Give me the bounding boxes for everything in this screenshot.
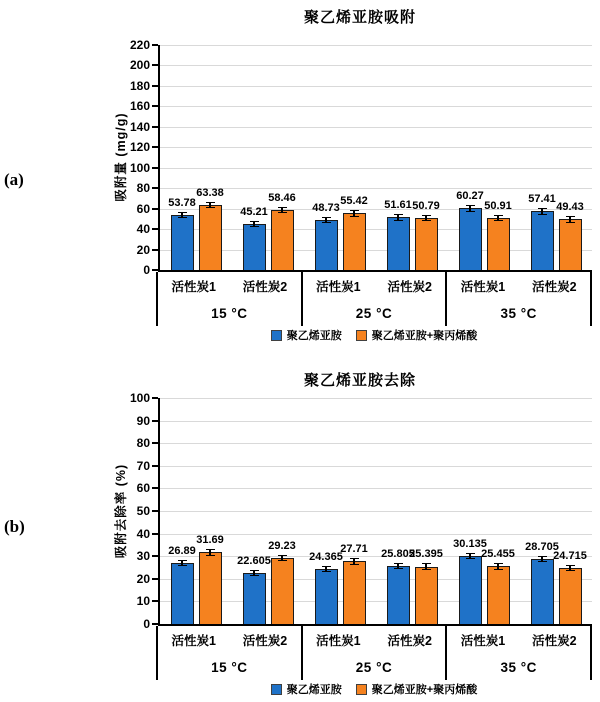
bar xyxy=(243,573,266,624)
x-axis-table xyxy=(156,272,592,326)
bar xyxy=(559,568,582,624)
error-bar xyxy=(422,215,431,222)
gridline xyxy=(160,229,592,230)
category-label: 活性炭2 xyxy=(387,280,432,294)
category-label: 活性炭2 xyxy=(242,634,288,648)
y-tick-label: 160 xyxy=(129,99,150,114)
bar-value-label: 24.715 xyxy=(553,549,587,562)
bar-value-label: 63.38 xyxy=(196,186,224,199)
bar xyxy=(315,220,338,270)
category-label: 活性炭2 xyxy=(242,280,288,294)
bar xyxy=(199,205,222,270)
plot-area xyxy=(158,45,592,272)
y-tick-label: 200 xyxy=(129,58,150,73)
gridline xyxy=(160,488,592,489)
error-bar xyxy=(322,566,331,572)
error-bar xyxy=(466,205,475,212)
legend xyxy=(158,328,590,342)
gridline xyxy=(160,398,592,399)
error-bar xyxy=(178,560,187,566)
bar xyxy=(531,559,554,624)
y-tick-mark xyxy=(152,249,158,251)
gridline xyxy=(160,250,592,251)
y-tick-label: 180 xyxy=(129,78,150,93)
gridline xyxy=(160,65,592,66)
category-row xyxy=(303,272,446,300)
y-tick-mark xyxy=(152,420,158,422)
error-bar xyxy=(494,215,503,222)
category-label: 活性炭1 xyxy=(171,280,216,294)
gridline xyxy=(160,421,592,422)
y-tick-mark xyxy=(152,465,158,467)
legend-item xyxy=(356,327,477,343)
group-label: 25 °C xyxy=(355,305,393,321)
y-tick-mark xyxy=(152,85,158,87)
bar xyxy=(343,561,366,624)
error-bar xyxy=(350,210,359,217)
legend-swatch-icon xyxy=(356,684,367,695)
group-label: 35 °C xyxy=(500,659,537,675)
y-tick-mark xyxy=(152,555,158,557)
y-tick-label: 60 xyxy=(136,481,150,496)
x-axis-group xyxy=(158,272,303,326)
bar-value-label: 45.21 xyxy=(240,205,268,218)
category-label: 活性炭1 xyxy=(460,280,506,294)
y-tick-mark xyxy=(152,228,158,230)
error-bar xyxy=(394,563,403,569)
error-bar xyxy=(322,217,331,224)
bar xyxy=(387,566,410,624)
x-axis-group xyxy=(158,626,303,680)
category-row xyxy=(303,626,446,654)
bar xyxy=(171,563,194,624)
gridline xyxy=(160,601,592,602)
y-tick-mark xyxy=(152,146,158,148)
y-tick-mark xyxy=(152,397,158,399)
y-tick-mark xyxy=(152,442,158,444)
category-label: 活性炭1 xyxy=(316,280,361,294)
y-tick-label: 80 xyxy=(136,181,150,196)
bar xyxy=(415,218,438,270)
bar-value-label: 49.43 xyxy=(556,201,584,214)
gridline xyxy=(160,556,592,557)
error-bar xyxy=(350,558,359,564)
bar-value-label: 26.89 xyxy=(168,545,196,558)
bar-value-label: 25.805 xyxy=(381,547,415,560)
bar-value-label: 25.395 xyxy=(409,548,443,561)
y-tick-label: 10 xyxy=(136,594,150,609)
y-tick-label: 50 xyxy=(136,504,150,518)
y-tick-label: 220 xyxy=(129,38,150,52)
y-tick-mark xyxy=(152,269,158,271)
y-tick-mark xyxy=(152,533,158,535)
bar xyxy=(171,215,194,270)
gridline xyxy=(160,579,592,580)
error-bar xyxy=(422,563,431,569)
category-label: 活性炭2 xyxy=(532,634,577,648)
panel-b xyxy=(0,351,600,702)
category-label: 活性炭2 xyxy=(387,634,432,648)
bar-value-label: 55.42 xyxy=(340,195,368,208)
error-bar xyxy=(250,221,259,228)
group-label: 35 °C xyxy=(500,305,537,321)
legend-item xyxy=(271,327,342,343)
category-label: 活性炭2 xyxy=(532,280,577,294)
gridline xyxy=(160,209,592,210)
bar-value-label: 25.455 xyxy=(481,548,515,561)
error-bar xyxy=(566,565,575,571)
bar-value-label: 30.135 xyxy=(453,537,487,550)
bar-value-label: 27.71 xyxy=(340,543,368,556)
y-tick-label: 80 xyxy=(136,436,150,451)
error-bar xyxy=(278,555,287,561)
y-tick-mark xyxy=(152,578,158,580)
y-tick-mark xyxy=(152,623,158,625)
gridline xyxy=(160,188,592,189)
y-tick-mark xyxy=(152,510,158,512)
error-bar xyxy=(494,563,503,569)
y-tick-label: 20 xyxy=(136,242,150,257)
legend-label: 聚乙烯亚胺 xyxy=(286,330,342,342)
error-bar xyxy=(394,214,403,221)
y-tick-label: 60 xyxy=(136,201,150,216)
gridline xyxy=(160,511,592,512)
bar-value-label: 57.41 xyxy=(528,193,556,206)
category-label: 活性炭1 xyxy=(460,634,506,648)
panel-label: (a) xyxy=(4,170,24,189)
chart-title: 聚乙烯亚胺吸附 xyxy=(303,9,416,26)
bar xyxy=(387,217,410,270)
bar xyxy=(199,552,222,624)
y-axis-ticks xyxy=(106,38,150,277)
y-tick-label: 20 xyxy=(136,571,150,586)
gridline xyxy=(160,147,592,148)
y-tick-mark xyxy=(152,105,158,107)
y-tick-label: 70 xyxy=(136,458,150,473)
bar-value-label: 50.79 xyxy=(412,199,440,212)
y-tick-label: 140 xyxy=(129,119,150,134)
legend-swatch-icon xyxy=(271,330,282,341)
y-tick-mark xyxy=(152,167,158,169)
bar xyxy=(459,208,482,270)
error-bar xyxy=(250,570,259,576)
bar-value-label: 22.605 xyxy=(237,554,271,567)
x-axis-group xyxy=(447,272,592,326)
bar-value-label: 29.23 xyxy=(268,539,296,552)
bar xyxy=(315,569,338,624)
y-tick-label: 90 xyxy=(136,413,150,428)
group-label: 25 °C xyxy=(355,659,393,675)
category-label: 活性炭1 xyxy=(316,634,361,648)
x-axis-group xyxy=(447,626,592,680)
error-bar xyxy=(466,553,475,559)
bar xyxy=(415,567,438,624)
y-tick-label: 40 xyxy=(136,222,150,237)
error-bar xyxy=(206,549,215,555)
y-tick-mark xyxy=(152,487,158,489)
x-axis-group xyxy=(303,272,448,326)
bar xyxy=(243,224,266,270)
gridline xyxy=(160,534,592,535)
legend-item xyxy=(356,681,477,697)
chart-title: 聚乙烯亚胺去除 xyxy=(303,372,416,389)
legend xyxy=(158,682,590,696)
bar xyxy=(271,210,294,270)
y-tick-label: 30 xyxy=(136,549,150,564)
gridline xyxy=(160,466,592,467)
category-row xyxy=(158,626,301,654)
bar-value-label: 58.46 xyxy=(268,191,296,204)
legend-item xyxy=(271,681,342,697)
category-label: 活性炭1 xyxy=(171,634,216,648)
gridline xyxy=(160,86,592,87)
bar xyxy=(487,218,510,270)
error-bar xyxy=(278,207,287,214)
error-bar xyxy=(178,212,187,219)
gridline xyxy=(160,106,592,107)
y-axis-ticks xyxy=(106,391,150,631)
plot-area xyxy=(158,398,592,626)
y-tick-label: 40 xyxy=(136,526,150,541)
error-bar xyxy=(538,556,547,562)
error-bar xyxy=(538,208,547,215)
bar-value-label: 48.73 xyxy=(312,201,340,214)
bar xyxy=(559,219,582,270)
bar-value-label: 31.69 xyxy=(196,534,224,547)
legend-swatch-icon xyxy=(356,330,367,341)
y-tick-label: 0 xyxy=(143,617,150,631)
bar xyxy=(487,566,510,624)
legend-label: 聚乙烯亚胺+聚丙烯酸 xyxy=(371,684,478,696)
bar-value-label: 51.61 xyxy=(384,198,412,211)
panel-label: (b) xyxy=(4,517,25,536)
category-row xyxy=(447,626,590,654)
bar xyxy=(459,556,482,624)
gridline xyxy=(160,45,592,46)
legend-label: 聚乙烯亚胺 xyxy=(286,684,342,696)
x-axis-group xyxy=(303,626,448,680)
bar xyxy=(271,558,294,624)
bar xyxy=(343,213,366,270)
bar-value-label: 53.78 xyxy=(168,196,196,209)
group-label: 15 °C xyxy=(211,305,248,321)
y-tick-mark xyxy=(152,600,158,602)
y-tick-mark xyxy=(152,126,158,128)
bar-value-label: 24.365 xyxy=(309,550,343,563)
bar xyxy=(531,211,554,270)
gridline xyxy=(160,127,592,128)
y-tick-label: 120 xyxy=(129,140,150,155)
error-bar xyxy=(566,216,575,223)
x-axis-table xyxy=(156,626,592,680)
y-tick-mark xyxy=(152,187,158,189)
y-axis-title: 吸附量 (mg/g) xyxy=(114,112,128,202)
y-tick-label: 100 xyxy=(129,391,150,405)
legend-swatch-icon xyxy=(271,684,282,695)
y-tick-mark xyxy=(152,64,158,66)
bar-value-label: 28.705 xyxy=(525,540,559,553)
legend-label: 聚乙烯亚胺+聚丙烯酸 xyxy=(371,330,478,342)
category-row xyxy=(158,272,301,300)
category-row xyxy=(447,272,590,300)
y-tick-label: 100 xyxy=(129,160,150,175)
bar-value-label: 50.91 xyxy=(484,199,512,212)
gridline xyxy=(160,168,592,169)
gridline xyxy=(160,443,592,444)
y-axis-title: 吸附去除率 (%) xyxy=(114,463,128,559)
y-tick-label: 0 xyxy=(143,263,150,277)
bar-value-label: 60.27 xyxy=(456,190,484,203)
y-tick-mark xyxy=(152,208,158,210)
y-tick-mark xyxy=(152,44,158,46)
group-label: 15 °C xyxy=(211,659,248,675)
error-bar xyxy=(206,202,215,209)
